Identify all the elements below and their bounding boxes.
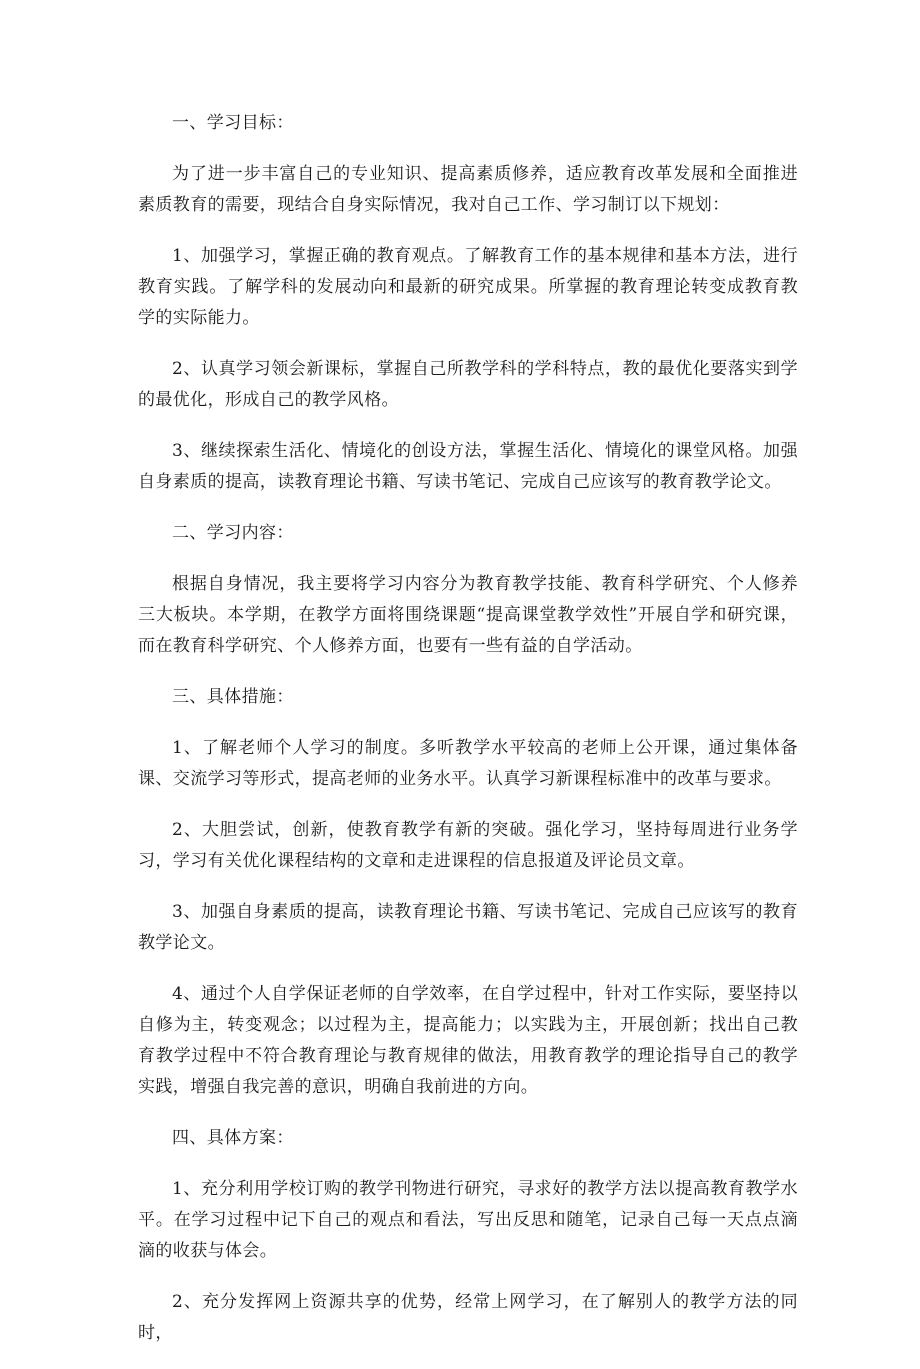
section-heading-measures: 三、具体措施： (172, 687, 294, 707)
paragraph-content: 根据自身情况，我主要将学习内容分为教育教学技能、教育科学研究、个人修养三大板块。本学期，在教学方面将围绕课题“提高课堂教学效性”开展自学和研究课，而在教育科学研究、个人修养方面，也要有一些有益的自学活动。 (138, 574, 798, 656)
document-body (138, 108, 798, 1369)
paragraph-measure-1: 1、了解老师个人学习的制度。多听教学水平较高的老师上公开课，通过集体备课、交流学习等形式，提高老师的业务水平。认真学习新课程标准中的改革与要求。 (138, 738, 798, 789)
paragraph-goal-2: 2、认真学习领会新课标，掌握自己所教学科的学科特点，教的最优化要落实到学的最优化，形成自己的教学风格。 (138, 359, 798, 410)
section-heading-plan: 四、具体方案： (172, 1128, 294, 1148)
paragraph-measure-2: 2、大胆尝试，创新，使教育教学有新的突破。强化学习，坚持每周进行业务学习，学习有关优化课程结构的文章和走进课程的信息报道及评论员文章。 (138, 820, 798, 871)
paragraph-measure-3: 3、加强自身素质的提高，读教育理论书籍、写读书笔记、完成自己应该写的教育教学论文。 (138, 902, 798, 953)
paragraph-plan-1: 1、充分利用学校订购的教学刊物进行研究，寻求好的教学方法以提高教育教学水平。在学习过程中记下自己的观点和看法，写出反思和随笔，记录自己每一天点点滴滴的收获与体会。 (138, 1179, 798, 1261)
paragraph-measure-4: 4、通过个人自学保证老师的自学效率，在自学过程中，针对工作实际，要坚持以自修为主，转变观念；以过程为主，提高能力；以实践为主，开展创新；找出自己教育教学过程中不符合教育理论与教育规律的做法，用教育教学的理论指导自己的教学实践，增强自我完善的意识，明确自我前进的方向。 (138, 984, 798, 1097)
paragraph-goal-3: 3、继续探索生活化、情境化的创设方法，掌握生活化、情境化的课堂风格。加强自身素质的提高，读教育理论书籍、写读书笔记、完成自己应该写的教育教学论文。 (138, 441, 798, 492)
paragraph-goal-1: 1、加强学习，掌握正确的教育观点。了解教育工作的基本规律和基本方法，进行教育实践。了解学科的发展动向和最新的研究成果。所掌握的教育理论转变成教育教学的实际能力。 (138, 246, 798, 328)
paragraph-plan-2: 2、充分发挥网上资源共享的优势，经常上网学习，在了解别人的教学方法的同时， (138, 1292, 798, 1343)
section-heading-content: 二、学习内容： (172, 523, 294, 543)
section-heading-goals: 一、学习目标： (172, 113, 294, 133)
paragraph-intro: 为了进一步丰富自己的专业知识、提高素质修养，适应教育改革发展和全面推进素质教育的需要，现结合自身实际情况，我对自己工作、学习制订以下规划： (138, 164, 798, 215)
